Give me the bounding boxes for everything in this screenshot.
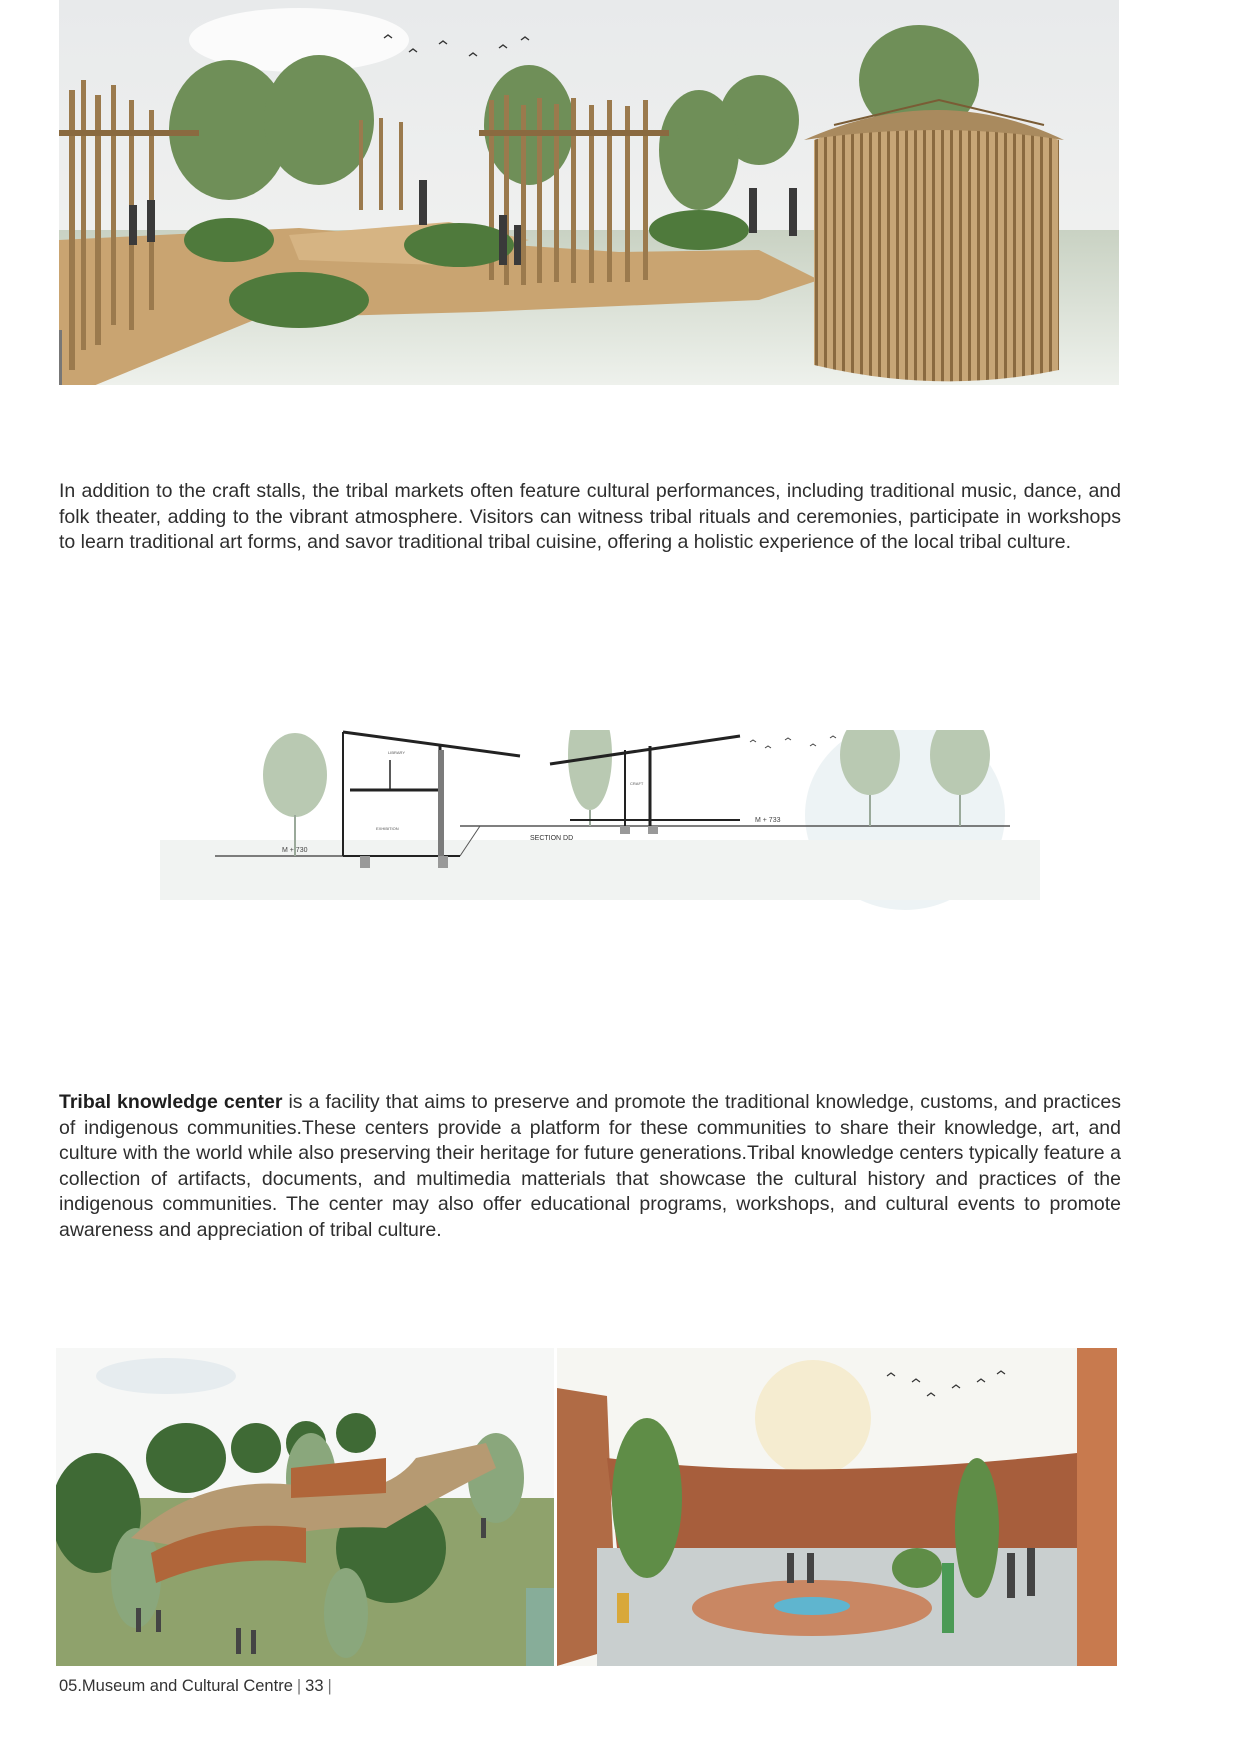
market-description-paragraph: In addition to the craft stalls, the tribal markets often feature cultural performances, including traditional music, dance, and folk theater, adding to the vibrant atmosphere. Visitors can witness tribal rituals and ceremonies, participate in workshops to learn traditional art forms, and savor traditional tribal cuisine, offering a holistic experience of the local tribal culture.: [59, 480, 1121, 553]
section-level-left-label: M + 730: [282, 847, 308, 854]
section-dd-drawing: [160, 730, 1040, 990]
courtyard-render-image: [557, 1348, 1117, 1666]
section-room-library-label: LIBRARY: [388, 750, 406, 755]
section-title-label: SECTION DD: [530, 835, 574, 842]
knowledge-center-lead: Tribal knowledge center: [59, 1091, 283, 1113]
footer-chapter: 05.Museum and Cultural Centre: [59, 1677, 293, 1695]
section-room-right-label: CRAFT: [630, 781, 644, 786]
knowledge-center-body: is a facility that aims to preserve and promote the traditional knowledge, customs, and practices of indigenous communities.These centers provide a platform for these communities to share their knowledge, art, and culture with the world while also preserving their heritage for future generations.Tribal knowledge centers typically feature a collection of artifacts, documents, and multimedia matterials that showcase the cultural history and practices of the indigenous communities. The center may also offer educational programs, workshops, and cultural events to promote awareness and appreciation of tribal culture.: [59, 1091, 1121, 1241]
knowledge-center-paragraph: [59, 1090, 1121, 1243]
village-render-image: [56, 1348, 554, 1666]
footer-page-number: 33: [305, 1677, 324, 1695]
market-render-image: [59, 0, 1119, 385]
section-level-right-label: M + 733: [755, 817, 781, 824]
footer-separator-end: |: [327, 1677, 332, 1695]
section-room-lower-label: EXHIBITION: [376, 826, 399, 831]
page-footer: [59, 1677, 336, 1696]
footer-separator: |: [296, 1677, 302, 1695]
